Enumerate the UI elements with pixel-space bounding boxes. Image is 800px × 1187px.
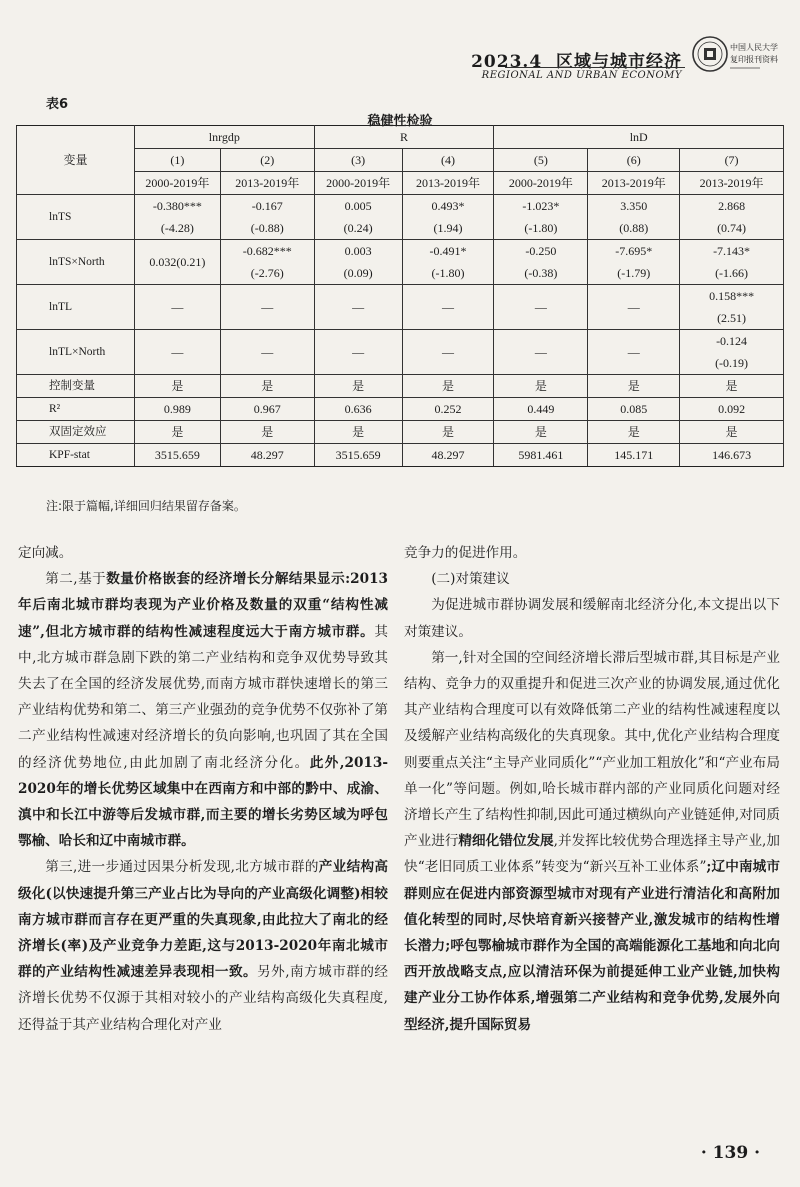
- journal-seal-logo: [690, 28, 778, 86]
- table-cell: [402, 421, 494, 444]
- cell-value: 是: [441, 379, 454, 393]
- table-cell: [220, 240, 314, 285]
- cell-value: —: [352, 300, 365, 314]
- table-cell: [220, 285, 314, 330]
- table-cell: [680, 285, 784, 330]
- table-cell: [314, 375, 402, 398]
- row-variable-name: lnTS: [17, 195, 135, 240]
- period-cell: 2013-2019年: [220, 172, 314, 195]
- cell-t-stat: (-1.80): [524, 221, 558, 235]
- table-cell: [588, 240, 680, 285]
- table-cell: [494, 330, 588, 375]
- table-cell: [314, 398, 402, 421]
- cell-value: 0.493*: [431, 199, 465, 213]
- group-header-r: R: [314, 126, 494, 149]
- table-cell: [220, 195, 314, 240]
- text-run: ,并发挥比较优势合理选择主导产业,加快“老旧同质工业体系”转变为“新兴互补工业体系”: [404, 833, 780, 876]
- cell-value: —: [442, 300, 454, 314]
- cell-t-stat: (0.88): [619, 221, 649, 235]
- cell-value: 5981.461: [518, 448, 564, 462]
- table-row: [17, 421, 784, 444]
- col-num: (5): [494, 149, 588, 172]
- table-cell: [680, 444, 784, 467]
- table-cell: [680, 421, 784, 444]
- cell-value: 48.297: [250, 448, 284, 462]
- period-cell: 2013-2019年: [402, 172, 494, 195]
- cell-value: 是: [627, 379, 640, 393]
- cell-t-stat: (0.09): [343, 266, 373, 280]
- table-cell: [680, 330, 784, 375]
- period-cell: 2000-2019年: [134, 172, 220, 195]
- cell-value: 是: [441, 425, 454, 439]
- svg-text:中国人民大学: 中国人民大学: [730, 43, 778, 52]
- bold-text: 此外,2013-2020年的增长优势区域集中在西南方和中部的黔中、成渝、滇中和长江中游等后发城市群,而主要的增长劣势区域为呼包鄂榆、哈长和辽中南城市群。: [18, 754, 388, 850]
- cell-t-stat: (0.74): [717, 221, 747, 235]
- cell-t-stat: (-1.79): [617, 266, 651, 280]
- table-row: [17, 375, 784, 398]
- cell-value: 0.636: [344, 402, 372, 416]
- robustness-table: [16, 125, 784, 467]
- table-cell: [588, 375, 680, 398]
- cell-value: 3.350: [620, 199, 648, 213]
- table-cell: [134, 398, 220, 421]
- cell-value: 是: [171, 379, 184, 393]
- table-cell: [220, 375, 314, 398]
- table-cell: [494, 444, 588, 467]
- cell-t-stat: (-0.88): [250, 221, 284, 235]
- table-cell: [588, 398, 680, 421]
- table-cell: [494, 398, 588, 421]
- row-variable-name: lnTL: [17, 285, 135, 330]
- text-run: 其中,北方城市群急剧下跌的第二产业结构和竞争双优势导致其失去了在全国的经济发展优势,而南方城市群快速增长的第三产业结构优势和第二、第三产业强劲的竞争优势不仅弥补了第二产业结构性减速对经济增长的负向影响,也巩固了其在全国的经济优势地位,由此加剧了南北经济分化。: [18, 623, 388, 771]
- table-row: [17, 285, 784, 330]
- table-cell: [402, 398, 494, 421]
- cell-value: 145.171: [614, 448, 654, 462]
- cell-t-stat: (-0.38): [524, 266, 558, 280]
- cell-value: —: [627, 345, 640, 359]
- table-cell: [680, 240, 784, 285]
- cell-value: 是: [352, 425, 365, 439]
- cell-value: 是: [534, 379, 547, 393]
- table-cell: [134, 240, 220, 285]
- cell-value: -1.023*: [522, 199, 560, 213]
- cell-value: 0.092: [718, 402, 746, 416]
- table-cell: [220, 398, 314, 421]
- table-row: [17, 240, 784, 285]
- table-cell: [314, 240, 402, 285]
- cell-value: 是: [627, 425, 640, 439]
- bold-text: 精细化错位发展: [458, 833, 554, 850]
- table-title: 稳健性检验: [367, 114, 433, 129]
- table-cell: [314, 330, 402, 375]
- cell-value: 是: [534, 425, 547, 439]
- cell-value: —: [534, 300, 547, 314]
- table-cell: [402, 240, 494, 285]
- cell-value: 0.449: [527, 402, 555, 416]
- paragraph: 定向减。: [18, 545, 73, 561]
- text-run: 第三,进一步通过因果分析发现,北方城市群的: [45, 859, 319, 876]
- row-variable-name: 双固定效应: [17, 421, 135, 444]
- row-variable-name: R²: [17, 398, 135, 421]
- svg-text:复印报刊资料: 复印报刊资料: [730, 55, 778, 64]
- cell-t-stat: (-2.76): [250, 266, 284, 280]
- period-cell: 2013-2019年: [680, 172, 784, 195]
- cell-value: —: [352, 345, 365, 359]
- cell-t-stat: (0.24): [343, 221, 373, 235]
- cell-value: 0.003: [344, 244, 372, 258]
- table-cell: [680, 398, 784, 421]
- cell-value: -7.143*: [713, 244, 751, 258]
- cell-t-stat: (-1.80): [431, 266, 465, 280]
- cell-value: —: [442, 345, 454, 359]
- table-cell: [134, 444, 220, 467]
- left-column: [18, 540, 388, 1038]
- table-note: 注:限于篇幅,详细回归结果留存备案。: [46, 499, 246, 513]
- row-variable-name: KPF-stat: [17, 444, 135, 467]
- paragraph: [18, 566, 388, 854]
- cell-value: -0.167: [251, 199, 283, 213]
- table-cell: [134, 421, 220, 444]
- cell-value: —: [261, 345, 274, 359]
- cell-value: 是: [725, 379, 738, 393]
- section-heading: (二)对策建议: [431, 571, 510, 588]
- page-header: [0, 0, 800, 90]
- cell-value: 是: [261, 379, 274, 393]
- cell-value: 是: [352, 379, 365, 393]
- paragraph: [404, 645, 780, 1038]
- paragraph: 为促进城市群协调发展和缓解南北经济分化,本文提出以下对策建议。: [404, 597, 780, 640]
- col-num: (1): [134, 149, 220, 172]
- table-cell: [220, 330, 314, 375]
- table-cell: [314, 421, 402, 444]
- table-cell: [220, 444, 314, 467]
- cell-value: 0.989: [163, 402, 191, 416]
- cell-value: 是: [171, 425, 184, 439]
- table-cell: [494, 421, 588, 444]
- table-cell: [314, 285, 402, 330]
- cell-value: -0.250: [525, 244, 557, 258]
- cell-t-stat: (-0.19): [715, 356, 749, 370]
- table-cell: [134, 330, 220, 375]
- text-run: 第一,针对全国的空间经济增长滞后型城市群,其目标是产业结构、竞争力的双重提升和促进三次产业的协调发展,通过优化其产业结构合理度可以有效降低第二产业的结构性减速程度以及缓解产业结构高级化的失真现象。其中,优化产业结构合理度则要重点关注“主导产业同质化”“产业加工粗放化”和“产业布局单一化”等问题。例如,哈长城市群内部的产业同质化问题对经济增长产生了结构性抑制,因此可通过横纵向产业链延伸,对同质产业进行: [404, 649, 780, 850]
- cell-value: 3515.659: [335, 448, 381, 462]
- table-cell: [588, 421, 680, 444]
- col-num: (3): [314, 149, 402, 172]
- cell-t-stat: (1.94): [433, 221, 463, 235]
- bold-text: 数量价格嵌套的经济增长分解结果显示:2013年后南北城市群均表现为产业价格及数量的双重“结构性减速”,但北方城市群的结构性减速程度远大于南方城市群。: [18, 571, 388, 640]
- cell-value: 0.005: [344, 199, 372, 213]
- cell-value: —: [171, 300, 184, 314]
- table-cell: [314, 444, 402, 467]
- table-cell: [402, 195, 494, 240]
- journal-header-title: [471, 47, 682, 72]
- col-num: (2): [220, 149, 314, 172]
- text-run: 第二,基于: [45, 571, 107, 588]
- table-cell: [134, 195, 220, 240]
- table-cell: [680, 375, 784, 398]
- cell-value: 2.868: [718, 199, 746, 213]
- table-group-header-row: [17, 126, 784, 149]
- table-cell: [494, 195, 588, 240]
- table-row: [17, 330, 784, 375]
- variable-column-header: 变量: [17, 126, 135, 195]
- table-cell: [680, 195, 784, 240]
- cell-t-stat: (-1.66): [715, 266, 749, 280]
- cell-value: -0.380***: [152, 199, 202, 213]
- table-row: [17, 444, 784, 467]
- bold-text: ;辽中南城市群则应在促进内部资源型城市对现有产业进行清洁化和高附加值化转型的同时,尽快培育新兴接替产业,激发城市的结构性增长潜力;呼包鄂榆城市群作为全国的高端能源化工基地和向北向西开放战略支点,应以清洁环保为前提延伸工业产业链,加快构建产业分工协作体系,增强第二产业结构和竞争优势,发展外向型经济,提升国际贸易: [404, 859, 780, 1033]
- table-cell: [588, 444, 680, 467]
- cell-value: —: [534, 345, 547, 359]
- period-cell: 2000-2019年: [314, 172, 402, 195]
- cell-value: 0.032(0.21): [149, 255, 206, 269]
- table-cell: [494, 240, 588, 285]
- cell-t-stat: (-4.28): [160, 221, 194, 235]
- paragraph: 竞争力的促进作用。: [404, 545, 527, 561]
- row-variable-name: 控制变量: [17, 375, 135, 398]
- cell-value: -0.124: [716, 334, 748, 348]
- group-header-lnrgdp: lnrgdp: [134, 126, 314, 149]
- group-header-lnd: lnD: [494, 126, 784, 149]
- table-cell: [134, 285, 220, 330]
- table-cell: [494, 285, 588, 330]
- table-cell: [588, 330, 680, 375]
- cell-value: -0.491*: [429, 244, 467, 258]
- cell-t-stat: (2.51): [717, 311, 747, 325]
- journal-name-en: REGIONAL AND URBAN ECONOMY: [481, 70, 682, 81]
- table-cell: [588, 285, 680, 330]
- row-variable-name: lnTL×North: [17, 330, 135, 375]
- table-cell: [134, 375, 220, 398]
- row-variable-name: lnTS×North: [17, 240, 135, 285]
- header-rule: [505, 67, 685, 68]
- period-cell: 2000-2019年: [494, 172, 588, 195]
- cell-value: 48.297: [431, 448, 465, 462]
- table-cell: [314, 195, 402, 240]
- text-run: 另外,南方城市群的经济增长优势不仅源于其相对较小的产业结构高级化失真程度,还得益于其产业结构合理化对产业: [18, 964, 388, 1033]
- cell-value: —: [261, 300, 274, 314]
- cell-value: 0.085: [620, 402, 648, 416]
- journal-name: 区域与城市经济: [556, 52, 682, 72]
- cell-value: 0.252: [434, 402, 462, 416]
- table-cell: [402, 375, 494, 398]
- cell-value: —: [171, 345, 184, 359]
- table-row: [17, 398, 784, 421]
- cell-value: 0.967: [253, 402, 281, 416]
- period-cell: 2013-2019年: [588, 172, 680, 195]
- issue-number: 2023.4: [471, 52, 543, 72]
- page-number: · 139 ·: [700, 1143, 760, 1163]
- cell-value: 3515.659: [154, 448, 200, 462]
- cell-value: —: [627, 300, 640, 314]
- table-cell: [494, 375, 588, 398]
- bold-text: 产业结构高级化(以快速提升第三产业占比为导向的产业高级化调整)相较南方城市群而言存在更严重的失真现象,由此拉大了南北的经济增长(率)及产业竞争力差距,这与2013-2020年南北城市群的产业结构性减速差异表现相一致。: [18, 859, 388, 981]
- cell-value: -0.682***: [242, 244, 292, 258]
- cell-value: 是: [261, 425, 274, 439]
- table-row: [17, 195, 784, 240]
- col-num: (7): [680, 149, 784, 172]
- right-column: [404, 540, 780, 1038]
- col-num: (4): [402, 149, 494, 172]
- table-label: 表6: [46, 97, 69, 112]
- table-cell: [402, 444, 494, 467]
- paragraph: [18, 854, 388, 1037]
- cell-value: 是: [725, 425, 738, 439]
- col-num: (6): [588, 149, 680, 172]
- cell-value: -7.695*: [615, 244, 653, 258]
- table-cell: [402, 285, 494, 330]
- table-cell: [402, 330, 494, 375]
- cell-value: 146.673: [712, 448, 752, 462]
- table-cell: [220, 421, 314, 444]
- table-cell: [588, 195, 680, 240]
- cell-value: 0.158***: [709, 289, 755, 303]
